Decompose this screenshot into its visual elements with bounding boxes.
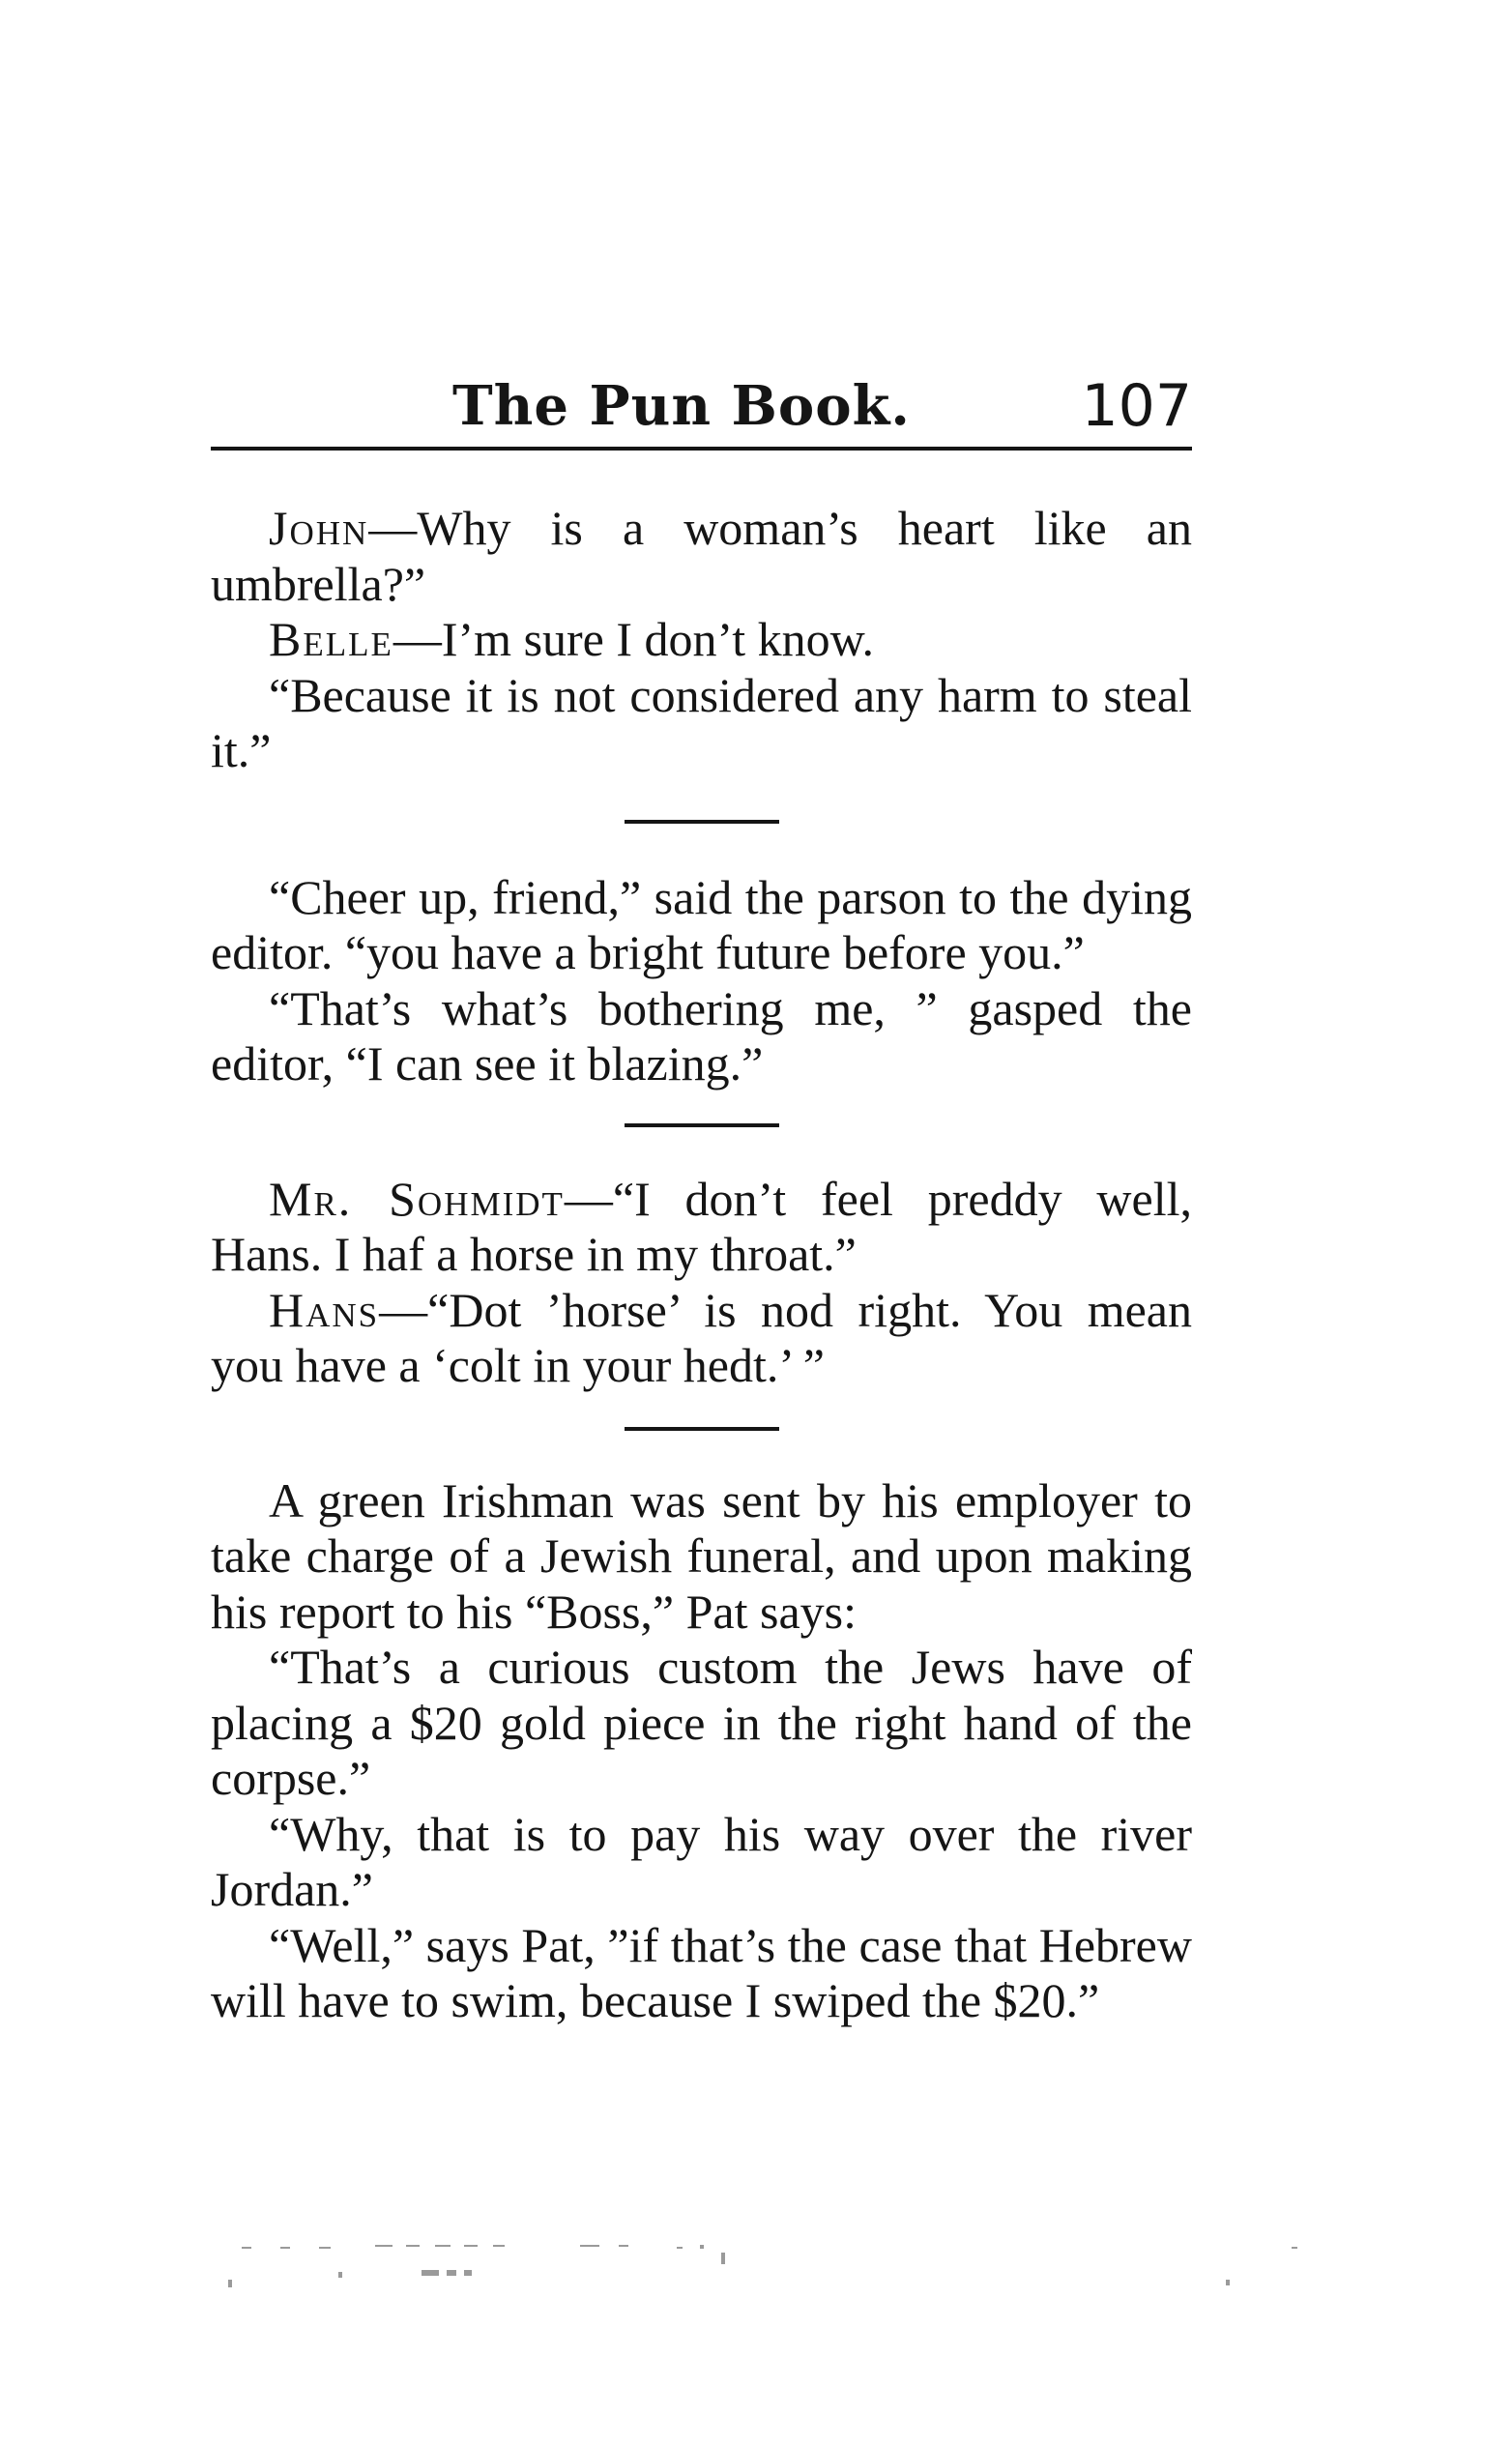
joke-3-line-1	[211, 1172, 1192, 1283]
speaker-name: Mr. Sohmidt	[269, 1171, 565, 1226]
section-separator	[625, 1427, 779, 1431]
section-separator	[625, 820, 779, 824]
dialogue-text: —I’m sure I don’t know.	[393, 612, 875, 666]
scan-artifacts	[0, 2243, 1512, 2301]
joke-1-line-2	[211, 612, 1192, 668]
joke-4-line-2: “That’s a curious custom the Jews have of placing a $20 gold piece in the right hand of the corpse.”	[211, 1640, 1192, 1805]
running-title: The Pun Book.	[452, 374, 911, 438]
speaker-name: John	[269, 501, 369, 555]
joke-1-line-3: “Because it is not considered any harm to steal it.”	[211, 667, 1192, 777]
header-rule	[211, 447, 1192, 451]
section-separator	[625, 1123, 779, 1127]
dialogue-text: —“I don’t feel preddy well, Hans. I haf a horse in my throat.”	[211, 1171, 1192, 1281]
joke-4-line-3: “Why, that is to pay his way over the river Jordan.”	[211, 1806, 1192, 1916]
joke-4-line-1: A green Irishman was sent by his employer to take charge of a Jewish funeral, and upon making his report to his “Boss,” Pat says:	[211, 1472, 1192, 1639]
joke-3-line-2	[211, 1283, 1192, 1394]
dialogue-text: —Why is a woman’s heart like an umbrella?”	[211, 501, 1192, 611]
speaker-name: Hans	[269, 1282, 380, 1337]
page-number: 107	[1081, 372, 1192, 440]
joke-4-line-4: “Well,” says Pat, ”if that’s the case that Hebrew will have to swim, because I swiped the $20.”	[211, 1917, 1192, 2027]
page-header	[211, 367, 1192, 445]
joke-2-line-2: “That’s what’s bothering me, ” gasped the editor, “I can see it blazing.”	[211, 980, 1192, 1091]
page-body	[211, 501, 1192, 2029]
joke-1-line-1	[211, 501, 1192, 612]
speaker-name: Belle	[269, 612, 393, 666]
dialogue-text: —“Dot ’horse’ is nod right. You mean you have a ‘colt in your hedt.’ ”	[211, 1282, 1192, 1392]
joke-2-line-1: “Cheer up, friend,” said the parson to the dying editor. “you have a bright future before you.”	[211, 869, 1192, 979]
